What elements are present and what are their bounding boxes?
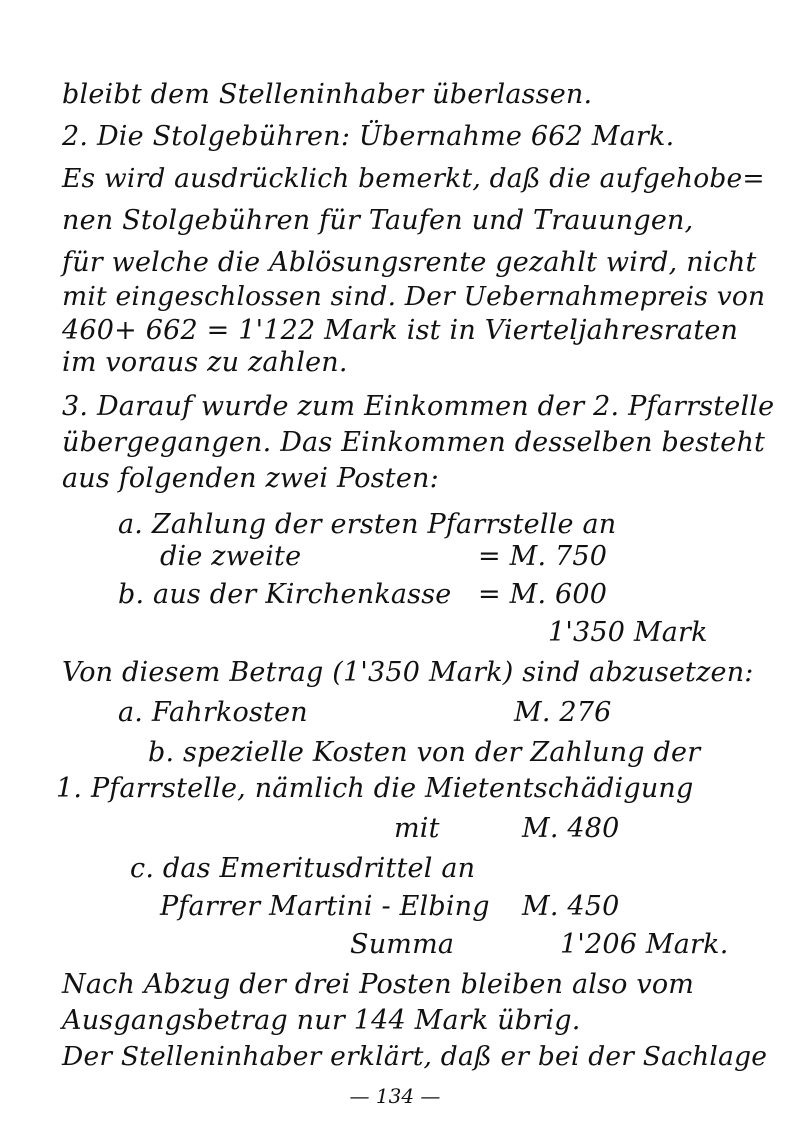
amount: M. 450 bbox=[522, 891, 620, 922]
text-line: 3. Darauf wurde zum Einkommen der 2. Pfarrstelle bbox=[62, 391, 775, 422]
text-line: 460+ 662 = 1'122 Mark ist in Vierteljahresraten bbox=[62, 315, 739, 346]
text-line: a. Zahlung der ersten Pfarrstelle an bbox=[118, 509, 617, 540]
amount: = M. 600 bbox=[478, 579, 608, 610]
text-line: Ausgangsbetrag nur 144 Mark übrig. bbox=[62, 1005, 581, 1036]
text-line: b. aus der Kirchenkasse bbox=[118, 579, 452, 610]
amount: M. 480 bbox=[522, 813, 620, 844]
sum-label: Summa bbox=[350, 929, 455, 960]
text-line: 1. Pfarrstelle, nämlich die Mietentschädigung bbox=[56, 773, 694, 804]
text-line: Von diesem Betrag (1'350 Mark) sind abzusetzen: bbox=[62, 657, 754, 688]
text-line: b. spezielle Kosten von der Zahlung der bbox=[148, 737, 701, 768]
text-line: mit bbox=[394, 813, 440, 844]
text-line: nen Stolgebühren für Taufen und Trauungen, bbox=[62, 205, 694, 236]
text-line: mit eingeschlossen sind. Der Uebernahmepreis von bbox=[62, 281, 766, 312]
page-number: — 134 — bbox=[349, 1084, 441, 1108]
text-line: Es wird ausdrücklich bemerkt, daß die aufgehobe= bbox=[62, 163, 765, 194]
text-line: bleibt dem Stelleninhaber überlassen. bbox=[62, 79, 593, 110]
text-line: die zweite bbox=[160, 541, 302, 572]
text-line: übergegangen. Das Einkommen desselben besteht bbox=[62, 427, 766, 458]
text-line: a. Fahrkosten bbox=[118, 697, 308, 728]
amount: M. 276 bbox=[514, 697, 612, 728]
text-line: Der Stelleninhaber erklärt, daß er bei der Sachlage bbox=[62, 1041, 768, 1072]
text-line: Nach Abzug der drei Posten bleiben also vom bbox=[62, 969, 695, 1000]
text-line: c. das Emeritusdrittel an bbox=[130, 853, 476, 884]
text-line: für welche die Ablösungsrente gezahlt wird, nicht bbox=[62, 247, 757, 278]
total-amount: 1'206 Mark. bbox=[560, 929, 729, 960]
text-line: 2. Die Stolgebühren: Übernahme 662 Mark. bbox=[62, 121, 675, 152]
amount: = M. 750 bbox=[478, 541, 608, 572]
text-line: Pfarrer Martini - Elbing bbox=[160, 891, 490, 922]
text-line: aus folgenden zwei Posten: bbox=[62, 463, 439, 494]
text-line: im voraus zu zahlen. bbox=[62, 347, 348, 378]
total-amount: 1'350 Mark bbox=[548, 617, 708, 648]
